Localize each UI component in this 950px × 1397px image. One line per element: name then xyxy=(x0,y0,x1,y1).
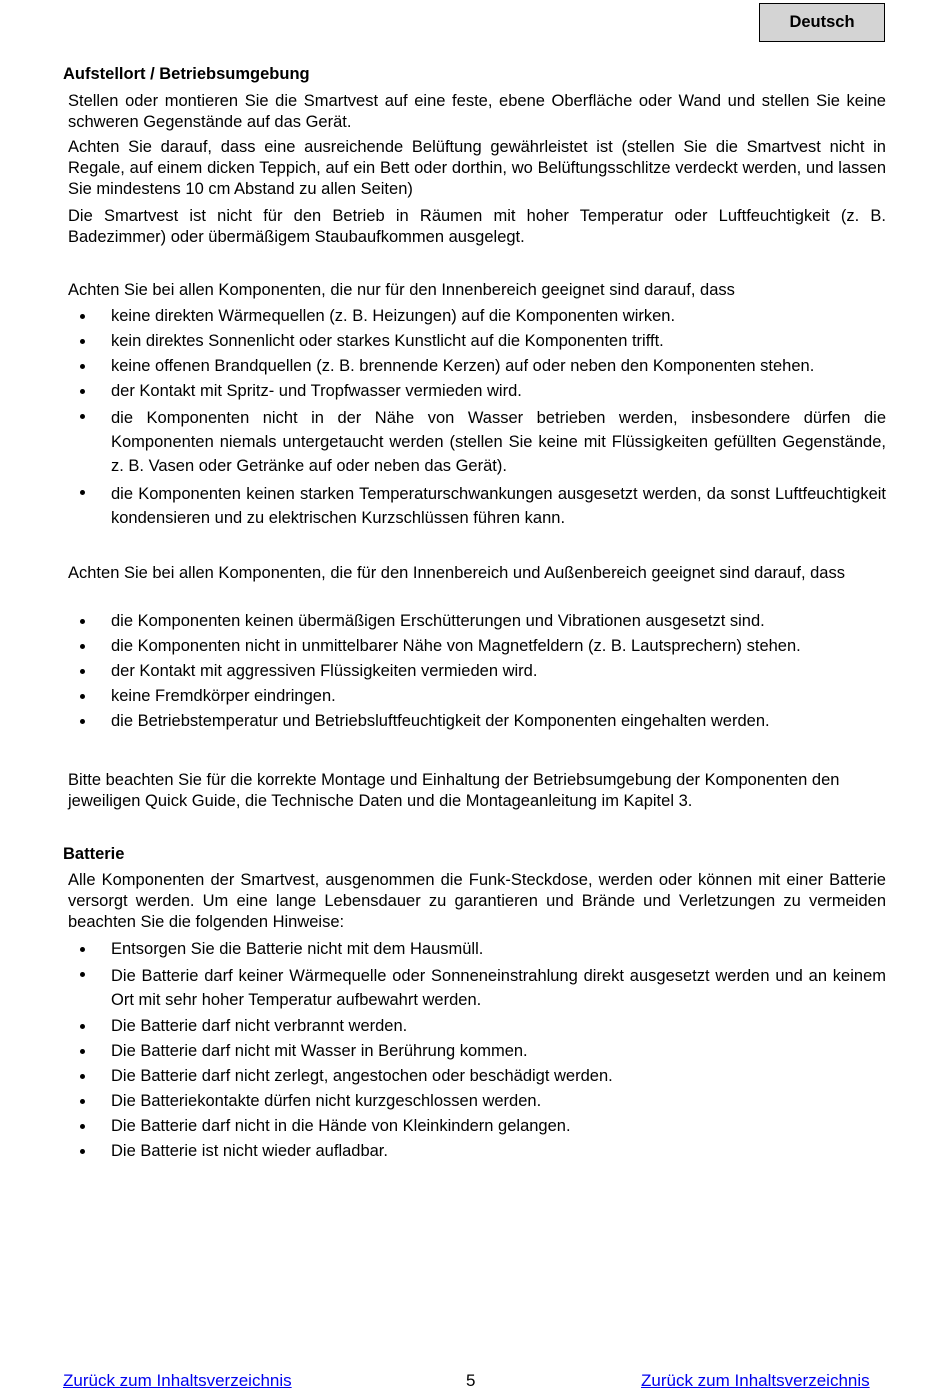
bullet-icon xyxy=(80,490,85,495)
list-item xyxy=(68,1041,886,1062)
list-item-text: Die Batterie ist nicht wieder aufladbar. xyxy=(111,1142,388,1160)
list-item-text: der Kontakt mit Spritz- und Tropfwasser vermieden wird. xyxy=(111,382,522,400)
list-item xyxy=(68,939,886,960)
bullet-icon xyxy=(80,1124,85,1129)
list-item xyxy=(68,381,886,402)
list-item-text: keine offenen Brandquellen (z. B. brennende Kerzen) auf oder neben den Komponenten stehen. xyxy=(111,357,815,375)
paragraph-placement: Stellen oder montieren Sie die Smartvest auf eine feste, ebene Oberfläche oder Wand und stellen Sie keine schweren Gegenstände auf das Gerät. xyxy=(68,92,886,131)
bullet-icon xyxy=(80,669,85,674)
paragraph-humidity: Die Smartvest ist nicht für den Betrieb in Räumen mit hoher Temperatur oder Luftfeuchtigkeit (z. B. Badezimmer) oder übermäßigem Staubaufkommen ausgelegt. xyxy=(68,207,886,246)
list-item-text: die Betriebstemperatur und Betriebsluftfeuchtigkeit der Komponenten eingehalten werden. xyxy=(111,712,770,730)
list-item-text: die Komponenten keinen starken Temperaturschwankungen ausgesetzt werden, da sonst Luftfeuchtigkeit kondensieren und zu elektrischen Kurzschlüssen führen kann. xyxy=(111,485,886,527)
list-item xyxy=(68,686,886,707)
list-item-text: Die Batterie darf nicht mit Wasser in Berührung kommen. xyxy=(111,1042,528,1060)
list-item-text: Die Batterie darf nicht in die Hände von Kleinkindern gelangen. xyxy=(111,1117,571,1135)
bullet-icon xyxy=(80,619,85,624)
list-item-text: Die Batteriekontakte dürfen nicht kurzgeschlossen werden. xyxy=(111,1092,542,1110)
battery-list xyxy=(68,939,886,1166)
bullet-icon xyxy=(80,947,85,952)
list-item xyxy=(68,711,886,732)
bullet-icon xyxy=(80,1074,85,1079)
list-item xyxy=(68,661,886,682)
list-item xyxy=(68,306,886,327)
back-to-toc-link-right[interactable]: Zurück zum Inhaltsverzeichnis xyxy=(641,1371,870,1390)
language-badge: Deutsch xyxy=(759,3,885,42)
bullet-icon xyxy=(80,1024,85,1029)
list-item xyxy=(68,356,886,377)
bullet-icon xyxy=(80,1049,85,1054)
list-item xyxy=(68,1091,886,1112)
bullet-icon xyxy=(80,694,85,699)
list-item xyxy=(68,611,886,632)
indoor-intro: Achten Sie bei allen Komponenten, die nur für den Innenbereich geeignet sind darauf, dass xyxy=(68,281,735,299)
bullet-icon xyxy=(80,1099,85,1104)
battery-intro: Alle Komponenten der Smartvest, ausgenommen die Funk-Steckdose, werden oder können mit einer Batterie versorgt werden. Um eine lange Lebensdauer zu garantieren und Brände und Verletzungen zu vermeiden beachten Sie die folgenden Hinweise: xyxy=(68,871,886,931)
list-item-text: keine direkten Wärmequellen (z. B. Heizungen) auf die Komponenten wirken. xyxy=(111,307,676,325)
bullet-icon xyxy=(80,719,85,724)
closing-paragraph: Bitte beachten Sie für die korrekte Montage und Einhaltung der Betriebsumgebung der Komponenten den jeweiligen Quick Guide, die Technische Daten und die Montageanleitung im Kapitel 3. xyxy=(68,771,840,810)
page-number: 5 xyxy=(466,1371,476,1390)
list-item-text: Entsorgen Sie die Batterie nicht mit dem Hausmüll. xyxy=(111,940,484,958)
bullet-icon xyxy=(80,644,85,649)
outdoor-intro: Achten Sie bei allen Komponenten, die für den Innenbereich und Außenbereich geeignet sind darauf, dass xyxy=(68,564,845,582)
list-item-text: Die Batterie darf keiner Wärmequelle oder Sonneneinstrahlung direkt ausgesetzt werden und an keinem Ort mit sehr hoher Temperatur aufbewahrt werden. xyxy=(111,967,886,1009)
list-item xyxy=(68,636,886,657)
list-item xyxy=(68,964,886,1012)
list-item xyxy=(68,331,886,352)
list-item xyxy=(68,1116,886,1137)
bullet-icon xyxy=(80,314,85,319)
bullet-icon xyxy=(80,339,85,344)
bullet-icon xyxy=(80,972,85,977)
list-item-text: Die Batterie darf nicht verbrannt werden. xyxy=(111,1017,408,1035)
indoor-list xyxy=(68,306,886,534)
bullet-icon xyxy=(80,1149,85,1154)
list-item-text: kein direktes Sonnenlicht oder starkes Kunstlicht auf die Komponenten trifft. xyxy=(111,332,664,350)
list-item-text: Die Batterie darf nicht zerlegt, angestochen oder beschädigt werden. xyxy=(111,1067,613,1085)
list-item xyxy=(68,1066,886,1087)
list-item-text: die Komponenten nicht in unmittelbarer Nähe von Magnetfeldern (z. B. Lautsprechern) stehen. xyxy=(111,637,801,655)
list-item xyxy=(68,482,886,530)
list-item-text: der Kontakt mit aggressiven Flüssigkeiten vermieden wird. xyxy=(111,662,538,680)
bullet-icon xyxy=(80,414,85,419)
list-item-text: keine Fremdkörper eindringen. xyxy=(111,687,336,705)
list-item-text: die Komponenten keinen übermäßigen Erschütterungen und Vibrationen ausgesetzt sind. xyxy=(111,612,765,630)
paragraph-ventilation: Achten Sie darauf, dass eine ausreichende Belüftung gewährleistet ist (stellen Sie die Smartvest nicht in Regale, auf einem dicken Teppich, auf ein Bett oder dorthin, wo Belüftungsschlitze verdeckt werden, und lassen Sie mindestens 10 cm Abstand zu allen Seiten) xyxy=(68,138,886,198)
section-heading-location: Aufstellort / Betriebsumgebung xyxy=(63,65,310,83)
outdoor-list xyxy=(68,611,886,736)
bullet-icon xyxy=(80,389,85,394)
list-item xyxy=(68,1141,886,1162)
list-item xyxy=(68,1016,886,1037)
section-heading-battery: Batterie xyxy=(63,845,125,863)
bullet-icon xyxy=(80,364,85,369)
list-item-text: die Komponenten nicht in der Nähe von Wasser betrieben werden, insbesondere dürfen die Komponenten niemals untergetaucht werden (stellen Sie keine mit Flüssigkeiten gefüllten Gegenstände, z. B. Vasen oder Getränke auf oder neben das Gerät). xyxy=(111,409,886,475)
list-item xyxy=(68,406,886,478)
back-to-toc-link-left[interactable]: Zurück zum Inhaltsverzeichnis xyxy=(63,1371,292,1390)
